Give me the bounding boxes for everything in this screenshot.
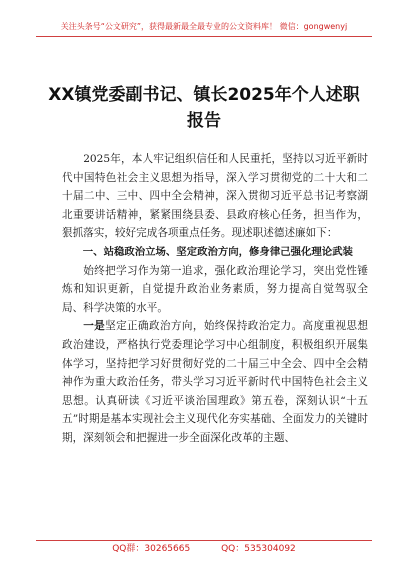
section-1-heading: 一、站稳政治立场、坚定政治方向，修身律己强化理论武装 [82, 245, 353, 258]
section-1-paragraph-1: 始终把学习作为第一追求，强化政治理论学习，突出党性锤炼和知识更新，自觉提升政治业务素质，努力提高自觉驾驭全局、科学决策的水平。 [62, 264, 368, 314]
footer-qq: QQ：535304092 [221, 544, 296, 554]
paragraph-lead: 一是 [83, 320, 106, 333]
section-1-paragraph-2 [62, 317, 368, 447]
footer-bar [36, 540, 372, 557]
header-banner: 关注头条号“公文研究”，获得最新最全最专业的公文资料库！ 微信：gongwenyj [36, 18, 372, 37]
paragraph-text: 坚定正确政治方向，始终保持政治定力。高度重视思想政治建设，严格执行党委理论学习中心组制度，积极组织开展集体学习，坚持把学习好贯彻好党的二十届三中全会、四中全会精神作为重大政治任务，带头学习习近平新时代中国特色社会主义思想。认真研读《习近平谈治国理政》第五卷，深刻认识“十五五”时期是基本实现社会主义现代化夯实基础、全面发力的关键时期，深刻领会和把握进一步全面深化改革的主题、 [62, 320, 368, 444]
footer-qq-group: QQ群：30265665 [112, 544, 191, 554]
document-body [62, 150, 368, 448]
intro-paragraph: 2025年，本人牢记组织信任和人民重托，坚持以习近平新时代中国特色社会主义思想为指导，深入学习贯彻党的二十大和二十届二中、三中、四中全会精神，深入贯彻习近平总书记考察湖北重要讲话精神，紧紧围绕县委、县政府核心任务，担当作为，狠抓落实，较好完成各项重点任务。现述职述德述廉如下： [62, 153, 368, 240]
document-title: XX镇党委副书记、镇长2025年个人述职报告 [48, 85, 360, 131]
